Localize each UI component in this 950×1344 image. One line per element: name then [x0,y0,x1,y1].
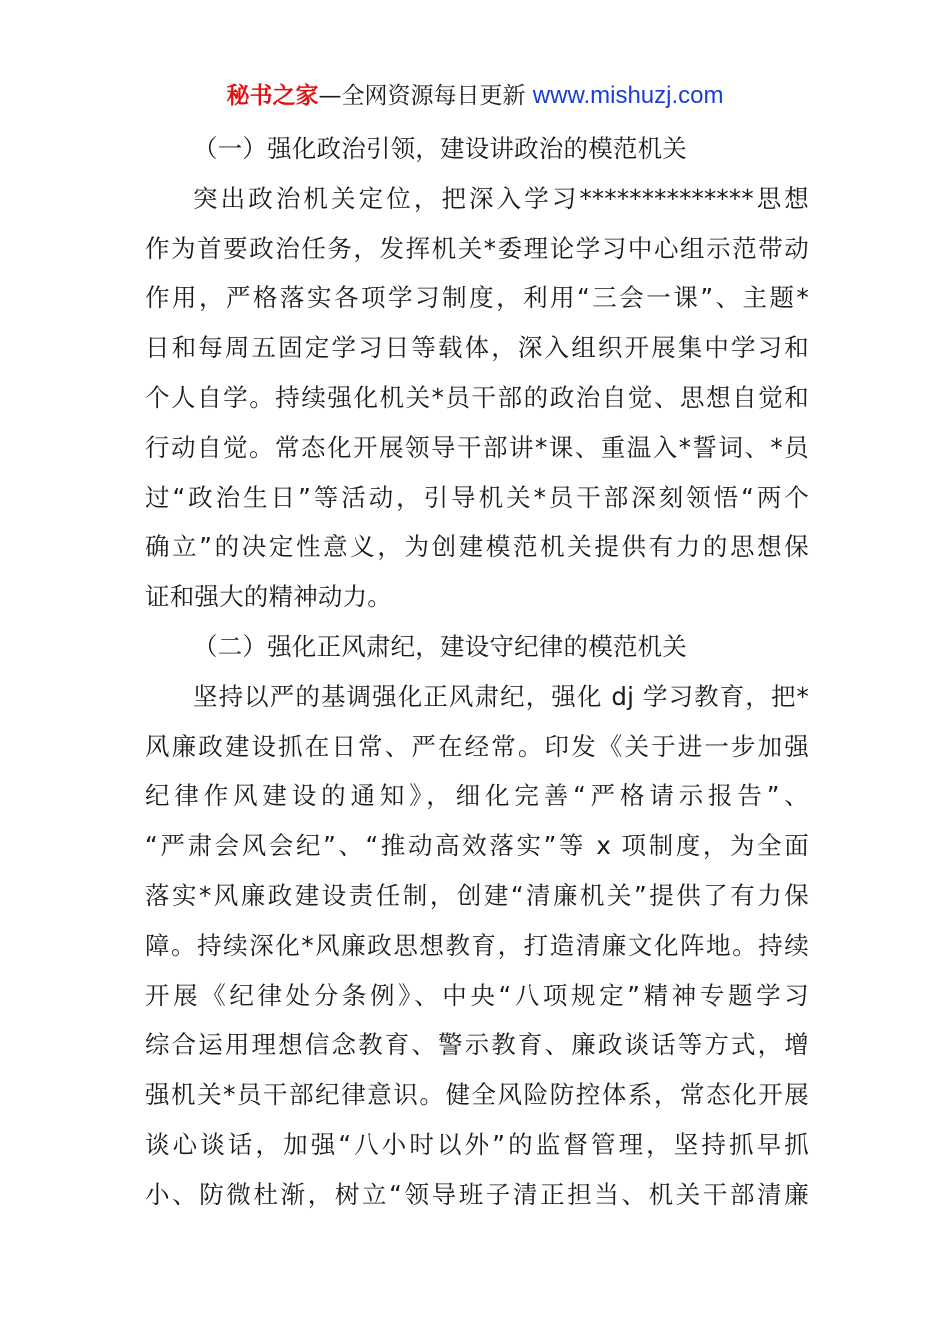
section-heading-2: （二）强化正风肃纪，建设守纪律的模范机关 [193,631,687,661]
paragraph-line: 过“政治生日”等活动，引导机关*员干部深刻领悟“两个 [145,482,809,512]
paragraph-line: 落实*风廉政建设责任制，创建“清廉机关”提供了有力保 [145,880,809,910]
section-heading-1: （一）强化政治引领，建设讲政治的模范机关 [193,134,687,163]
paragraph-line: 纪律作风建设的通知》，细化完善“严格请示报告”、 [145,781,809,811]
paragraph-line: 风廉政建设抓在日常、严在经常。印发《关于进一步加强 [145,731,809,761]
site-header [0,80,950,112]
paragraph-line: 障。持续深化*风廉政思想教育，打造清廉文化阵地。持续 [145,930,809,960]
paragraph-line: 小、防微杜渐，树立“领导班子清正担当、机关干部清廉 [145,1179,809,1209]
paragraph-line: 谈心谈话，加强“八小时以外”的监督管理，坚持抓早抓 [145,1129,809,1159]
paragraph-line: 开展《纪律处分条例》、中央“八项规定”精神专题学习 [145,980,809,1010]
site-brand: 秘书之家 [226,83,319,109]
paragraph-line: “严肃会风会纪”、“推动高效落实”等 x 项制度，为全面 [145,831,809,861]
paragraph-line: 行动自觉。常态化开展领导干部讲*课、重温入*誓词、*员 [145,432,809,462]
paragraph-line: 坚持以严的基调强化正风肃纪，强化 dj 学习教育，把* [193,681,809,711]
document-body [145,124,809,1220]
paragraph-line: 作用，严格落实各项学习制度，利用“三会一课”、主题* [145,283,809,313]
paragraph-line: 日和每周五固定学习日等载体，深入组织开展集中学习和 [145,333,809,363]
site-url-link[interactable]: www.mishuzj.com [532,82,724,109]
paragraph-line: 证和强大的精神动力。 [145,582,392,612]
paragraph-line: 综合运用理想信念教育、警示教育、廉政谈话等方式，增 [145,1030,809,1060]
site-slogan: —全网资源每日更新 [318,83,533,109]
paragraph-line: 作为首要政治任务，发挥机关*委理论学习中心组示范带动 [145,233,809,263]
paragraph-line: 个人自学。持续强化机关*员干部的政治自觉、思想自觉和 [145,382,809,412]
paragraph-line: 确立”的决定性意义，为创建模范机关提供有力的思想保 [145,532,809,562]
paragraph-line: 突出政治机关定位，把深入学习**************思想 [193,183,809,213]
paragraph-line: 强机关*员干部纪律意识。健全风险防控体系，常态化开展 [145,1080,809,1110]
